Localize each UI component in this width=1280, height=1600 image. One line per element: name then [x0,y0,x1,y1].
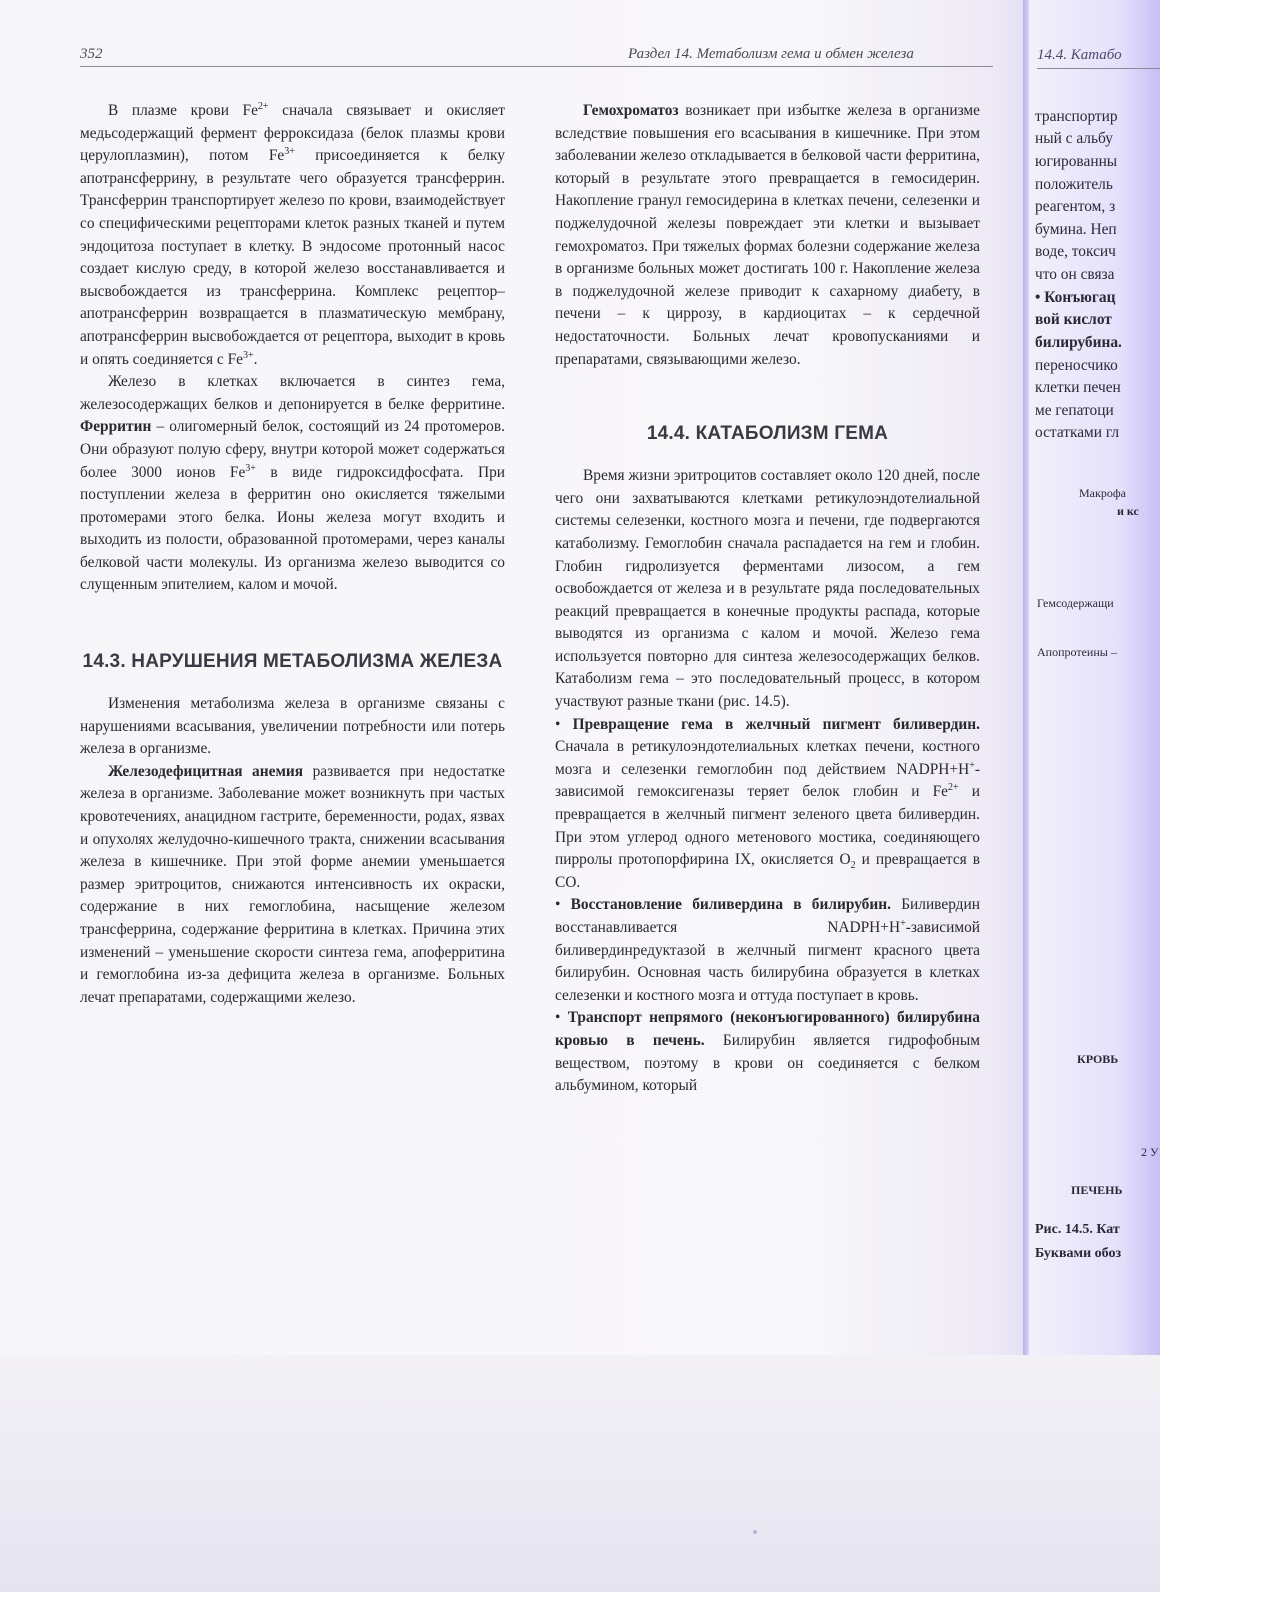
left-column [80,100,505,1009]
paragraph-iron-disorders: Изменения метаболизма железа в организме связаны с нарушениями всасывания, увеличении потребности или потерь железа в организме. [80,695,505,758]
next-page-fragment [1029,0,1160,1355]
figure-label: Апопротеины – [1037,645,1117,659]
page-number: 352 [80,46,103,62]
right-column [555,100,980,1098]
next-page-bold-line: билирубина. [1035,334,1122,351]
next-page-line: ный с альбу [1035,130,1113,147]
paragraph-erythrocyte-lifetime: Время жизни эритроцитов составляет около 120 дней, после чего они захватываются клетками ретикулоэндотелиальной системы селезенки, костного мозга и печени, где подвергаются катаболизму. Гемоглобин сначала распадается на гем и глобин. Глобин гидролизуется ферментами лизосом, а гем освобождается от железа и в результате ряда последовательных реакций превращается в конечные продукты распада, которые выводятся из организма с калом и мочой. Железо гема используется повторно для синтеза железосодержащих белков. Катаболизм гема – это последовательный процесс, в котором участвуют разные ткани (рис. 14.5). [555,467,980,711]
figure-caption: Рис. 14.5. Кат [1035,1222,1120,1237]
next-page-rule [1037,68,1160,69]
scanner-bed [0,1355,1160,1592]
figure-label: КРОВЬ [1077,1052,1119,1066]
paragraph-transferrin: В плазме крови $Fe^{2+}$ сначала связывает и окисляет медьсодержащий фермент ферроксидаза (белок плазмы крови церулоплазмин), потом $Fe^{3+}$ присоединяется к белку апотрансферрину, в результате чего образуется трансферрин. Трансферрин транспортирует железо по крови, взаимодействует со специфическими рецепторами клеток разных тканей и путем эндоцитоза поступает в клетку. В эндосоме протонный насос создает кислую среду, в которой железо восстанавливается и высвобождается из трансферрина. Комплекс рецептор–апотрансферрин возвращается в плазматическую мембрану, апотрансферрин высвобождается от рецептора, выходит в кровь и опять соединяется с $Fe^{3+}$. [80,101,505,368]
running-title: Раздел 14. Метаболизм гема и обмен железа [628,46,914,62]
next-page-bold-line: • Конъюгац [1035,289,1116,306]
section-title-14-3: 14.3. НАРУШЕНИЯ МЕТАБОЛИЗМА ЖЕЛЕЗА [82,651,503,673]
next-page-line: переносчико [1035,357,1118,374]
bullet-heme-to-biliverdin: • Превращение гема в желчный пигмент биливердин. Сначала в ретикулоэндотелиальных клетках печени, костного мозга и селезенки гемоглобин под действием NADPH+H+-зависимой гемоксигеназы теряет белок глобин и $Fe^{2+}$ и превращается в желчный пигмент зеленого цвета биливердин. При этом углерод одного метенового мостика, соединяющего пирролы протопорфирина IX, окисляется $O_2$ и превращается в CO. [555,715,980,891]
next-page-bold-line: вой кислот [1035,311,1112,328]
next-page-line: югированны [1035,153,1118,170]
next-page-line: ме гепатоци [1035,402,1114,419]
paragraph-anemia: Железодефицитная анемия развивается при недостатке железа в организме. Заболевание может возникнуть при частых кровотечениях, анацидном гастрите, беременности, родах, язвах и опухолях желудочно-кишечного тракта, снижении всасывания железа в кишечнике. При этой форме анемии уменьшается размер эритроцитов, снижаются интенсивность их окраски, содержание в них гемоглобина, насыщение железом трансферрина, содержание ферритина в клетках. Причина этих изменений – уменьшение скорости синтеза гема, апоферритина и гемоглобина из-за дефицита железа в организме. Больных лечат препаратами, содержащими железо. [80,762,505,1006]
next-page-line: остатками гл [1035,424,1120,441]
section-title-14-4: 14.4. КАТАБОЛИЗМ ГЕМА [646,423,889,445]
next-page-line: что он связа [1035,266,1115,283]
figure-label: ПЕЧЕНЬ [1071,1183,1123,1197]
header-rule [80,66,993,67]
next-page-header: 14.4. Катабо [1037,47,1122,63]
scan-speck [753,1530,757,1534]
next-page-line: клетки печен [1035,379,1121,396]
figure-caption-note: Буквами обоз [1035,1246,1122,1261]
figure-label: 2 У [1141,1145,1159,1159]
paragraph-hemochromatosis: Гемохроматоз возникает при избытке железа в организме вследствие повышения его всасывания в кишечнике. При этом заболевании железо откладывается в белковой части ферритина, который в результате этого превращается в гемосидерин. Накопление гранул гемосидерина в клетках печени, селезенки и поджелудочной железы повреждает эти клетки и вызывает гемохроматоз. При тяжелых формах болезни содержание железа в организме больных может достигать 100 г. Накопление железа в поджелудочной железе приводит к сахарному диабету, в печени – к циррозу, в кардиоцитах – к сердечной недостаточности. Больных лечат кровопусканиями и препаратами, связывающими железо. [555,102,980,368]
bullet-bilirubin-transport: • Транспорт непрямого (неконъюгированного) билирубина кровью в печень. Билирубин является гидрофобным веществом, поэтому в крови он соединяется с белком альбумином, который [555,1009,980,1095]
figure-label: Макрофа [1079,486,1126,500]
next-page-line: бумина. Неп [1035,221,1117,238]
next-page-line: положитель [1035,176,1113,193]
next-page-line: транспортир [1035,108,1118,125]
bullet-biliverdin-to-bilirubin: • Восстановление биливердина в билирубин. Биливердин восстанавливается NADPH+H+-зависимой биливердинредуктазой в желчный пигмент красного цвета билирубин. Основная часть билирубина образуется в клетках селезенки и костного мозга и оттуда поступает в кровь. [555,896,980,1004]
next-page-line: воде, токсич [1035,243,1116,260]
next-page-line: реагентом, з [1035,198,1116,215]
figure-label: Гемсодержащи [1037,596,1114,610]
figure-label: и кс [1117,504,1139,518]
paragraph-ferritin: Железо в клетках включается в синтез гема, железосодержащих белков и депонируется в белке ферритине. Ферритин – олигомерный белок, состоящий из 24 протомеров. Они образуют полую сферу, внутри которой может содержаться более 3000 ионов $Fe^{3+}$ в виде гидроксидфосфата. При поступлении железа в ферритин оно окисляется тяжелыми протомерами этого белка. Ионы железа могут входить и выходить из полости, образованной протомерами, через каналы белковой части молекулы. Из организма железо выводится со слущенным эпителием, калом и мочой. [80,373,506,594]
